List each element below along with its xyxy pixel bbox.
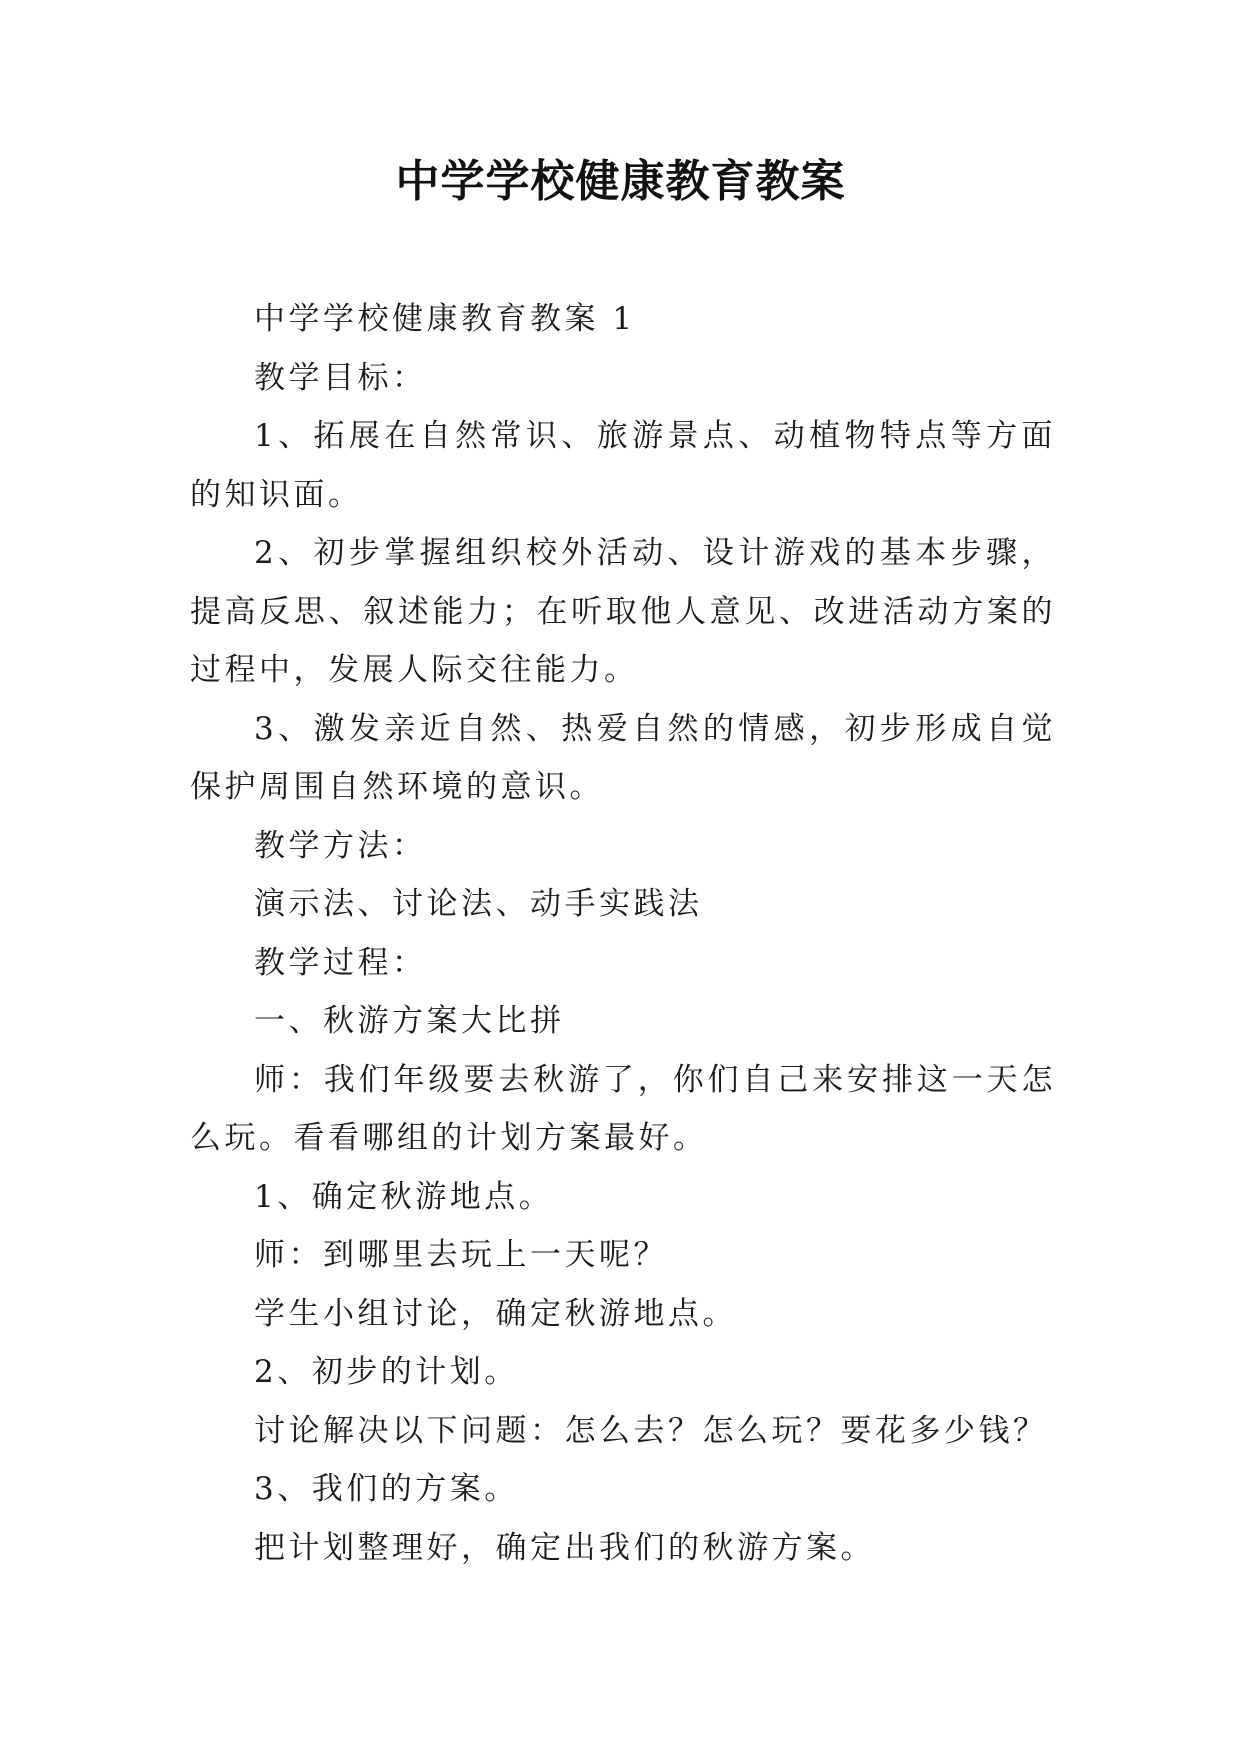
paragraph-goal-1: 1、拓展在自然常识、旅游景点、动植物特点等方面的知识面。: [190, 418, 1056, 513]
paragraph-step-2: 2、初步的计划。: [254, 1354, 519, 1390]
document-body: [190, 290, 1056, 1577]
paragraph-teacher-question: 师：到哪里去玩上一天呢？: [254, 1237, 668, 1273]
paragraph-teacher-intro: 师：我们年级要去秋游了，你们自己来安排这一天怎么玩。看看哪组的计划方案最好。: [190, 1061, 1056, 1156]
paragraph-teaching-methods: 演示法、讨论法、动手实践法: [254, 886, 703, 922]
paragraph-goal-3: 3、激发亲近自然、热爱自然的情感，初步形成自觉保护周围自然环境的意识。: [190, 710, 1056, 805]
paragraph-step-1: 1、确定秋游地点。: [254, 1178, 554, 1215]
paragraph-teaching-goals-label: 教学目标：: [254, 359, 427, 396]
paragraph-student-discussion: 学生小组讨论，确定秋游地点。: [254, 1295, 737, 1332]
document-title: 中学学校健康教育教案: [395, 156, 846, 207]
paragraph-section-1: 一、秋游方案大比拼: [254, 1003, 565, 1039]
paragraph-teaching-methods-label: 教学方法：: [254, 827, 427, 864]
paragraph-step-3: 3、我们的方案。: [254, 1471, 519, 1507]
paragraph-finalize-plan: 把计划整理好，确定出我们的秋游方案。: [254, 1529, 875, 1566]
paragraph-goal-2: 2、初步掌握组织校外活动、设计游戏的基本步骤，提高反思、叙述能力；在听取他人意见、改进活动方案的过程中，发展人际交往能力。: [190, 535, 1056, 688]
paragraph-heading-1: 中学学校健康教育教案 1: [254, 301, 636, 337]
paragraph-teaching-process-label: 教学过程：: [254, 944, 427, 981]
paragraph-discussion-questions: 讨论解决以下问题：怎么去？怎么玩？要花多少钱？: [254, 1412, 1048, 1449]
